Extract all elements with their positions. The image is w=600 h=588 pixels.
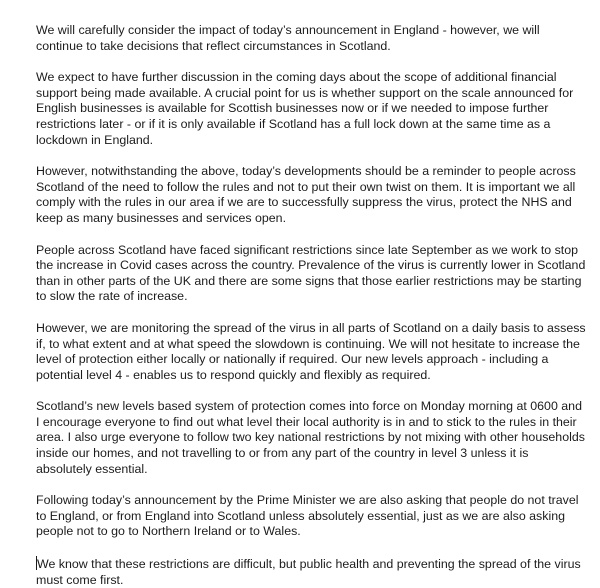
paragraph-6: Scotland’s new levels based system of protection comes into force on Monday morning at 0600 and I encourage everyone to find out what level their local authority is in and to stick to the rules in their area. I also urge everyone to follow two key national restrictions by not mixing with other households inside our homes, and not travelling to or from any part of the country in level 3 unless it is absolutely essential. <box>36 399 585 476</box>
paragraph-2: We expect to have further discussion in the coming days about the scope of additional financial support being made available. A crucial point for us is whether support on the scale announced for English businesses is available for Scottish businesses now or if we needed to impose further restrictions later - or if it is only available if Scotland has a full lock down at the same time as a lockdown in England. <box>36 70 574 147</box>
paragraph-1: We will carefully consider the impact of today’s announcement in England - however, we will continue to take decisions that reflect circumstances in Scotland. <box>36 23 540 53</box>
paragraph-4: People across Scotland have faced significant restrictions since late September as we work to stop the increase in Covid cases across the country. Prevalence of the virus is currently lower in Scotland than in other parts of the UK and there are some signs that those earlier restrictions may be starting to slow the rate of increase. <box>36 242 586 304</box>
paragraph-5: However, we are monitoring the spread of the virus in all parts of Scotland on a daily basis to assess if, to what extent and at what speed the slowdown is continuing. We will not hesitate to increase the level of protection either locally or nationally if required. Our new levels approach - including a potential level 4 - enables us to respond quickly and flexibly as required. <box>36 320 586 382</box>
paragraph-8-text: We know that these restrictions are difficult, but public health and preventing the spread of the virus must come first. <box>36 557 581 587</box>
document-body <box>36 23 586 588</box>
paragraph-8[interactable] <box>36 556 586 588</box>
paragraph-3: However, notwithstanding the above, today’s developments should be a reminder to people across Scotland of the need to follow the rules and not to put their own twist on them. It is important we all comply with the rules in our area if we are to successfully suppress the virus, protect the NHS and keep as many businesses and services open. <box>36 164 576 225</box>
paragraph-7: Following today’s announcement by the Prime Minister we are also asking that people do not travel to England, or from England into Scotland unless absolutely essential, just as we are also asking people not to go to Northern Ireland or to Wales. <box>36 493 579 539</box>
